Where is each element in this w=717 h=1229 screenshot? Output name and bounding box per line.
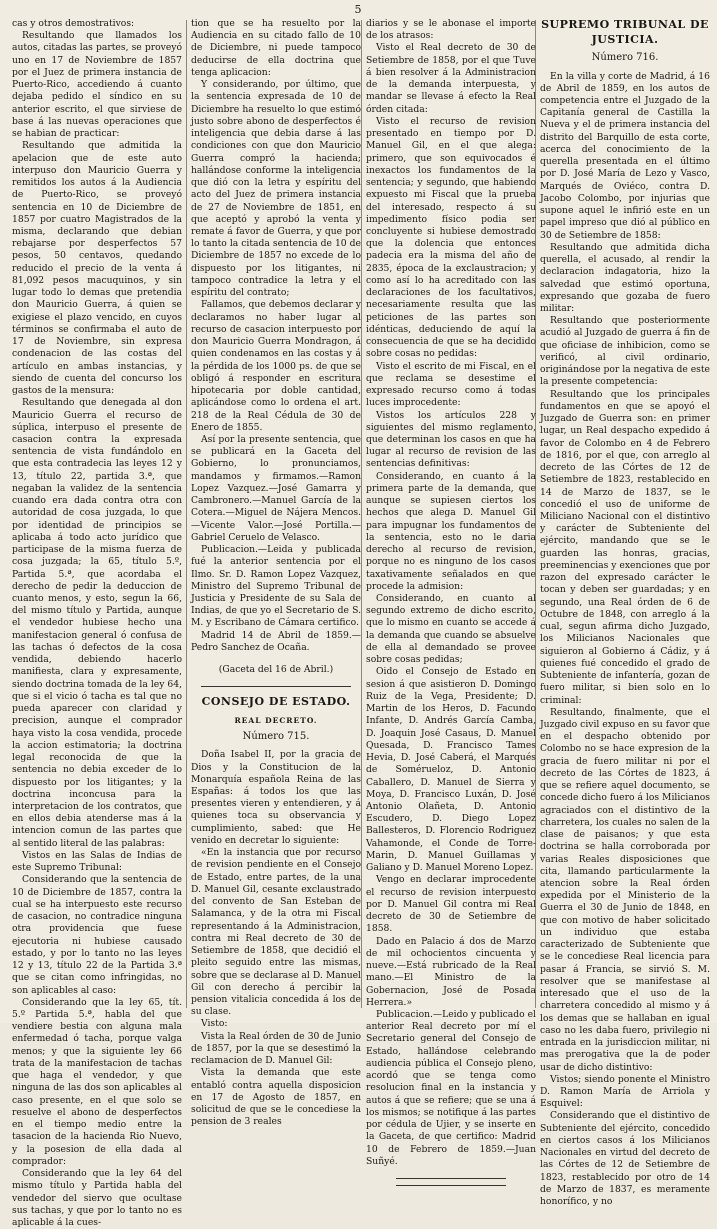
paragraph: Oido el Consejo de Estado en sesion á que asistieron D. Domingo Ruiz de la Vega, Presidente; D. Martin de los Heros, D. Facundo Infante, D. Andrés García Camba, D. Joaquin José Casaus, D. Manuel Quesada, D. Francisco Tames Hevia, D. José Caberá, el Marqués de Somérueloz, D. Antonio Caballero, D. Manuel de Sierra y Moya, D. Francisco Luxán, D. José Antonio Olañeta, D. Antonio Escudero, D. Diego Lopez Ballesteros, D. Florencio Rodriguez Vahamonde, el Conde de Torre-Marin, D. Manuel Guillamas y Galiano y D. Manuel Moreno Lopez. <box>366 666 536 874</box>
paragraph: tion que se ha resuelto por la Audiencia en su citado fallo de 10 de Diciembre, ni puede tampoco deducirse de ella doctrina que tenga aplicacion: <box>191 18 361 78</box>
paragraph: Considerando que la ley 64 del mismo título y Partida habla del vendedor del siervo que ocultase sus tachas, y que por lo tanto no es aplicable á la cues- <box>12 1168 182 1228</box>
paragraph: Así por la presente sentencia, que se publicará en la Gaceta del Gobierno, lo pronunciamos, mandamos y firmamos.—Ramon Lopez Vazquez.—José Gamarra y Cambronero.—Manuel García de la Cotera.—Miguel de Nájera Mencos.—Vicente Valor.—José Portilla.—Gabriel Ceruelo de Velasco. <box>191 433 361 543</box>
paragraph: Considerando, en cuanto á la primera parte de la demanda, que aunque se supiesen ciertos los hechos que alega D. Manuel Gil para impugnar los fundamentos de la sentencia, esto no le daria derecho al recurso de revision, porque no es ninguno de los casos taxativamente señalados en que procede la admision: <box>366 470 536 592</box>
paragraph: Visto el escrito de mi Fiscal, en el que reclama se desestime el expresado recurso como á todas luces improcedente: <box>366 360 536 409</box>
paragraph: Resultando que llamados los autos, citadas las partes, se proveyó uno en 17 de Noviembre de 1857 por el Juez de primera instancia de Puerto-Rico, accediendo á cuanto dejaba pedido el síndico en su anterior escrito, el que sirviese de base á las nuevas operaciones que se habian de practicar: <box>12 30 182 140</box>
section-heading: CONSEJO DE ESTADO. <box>201 695 351 709</box>
paragraph: Resultando que admitida la apelacion que de este auto interpuso don Mauricio Guerra y remitidos los autos á la Audiencia de Puerto-Rico, se proveyó sentencia en 10 de Diciembre de 1857 por cuatro Magistrados de la misma, declarando que debian rebajarse por desperfectos 57 pesos, 50 centavos, quedando reducido el precio de la venta á 81,092 pesos macuquinos, y sin lugar todo lo demas que pretendia don Mauricio Guerra, á quien se exigiese el plazo vencido, en cuyos términos se confirmaba el auto de 17 de Noviembre, sin expresa condenacion de las costas del artículo en ambas instancias, y siendo de cuenta del concurso los gastos de la mensura: <box>12 140 182 397</box>
paragraph: Resultando que denegada al don Mauricio Guerra el recurso de súplica, interpuso el presente de casacion contra la expresada sentencia de vista fundándolo en que esta contradecia las leyes 12 y 13, título 22, partida 3.ª, que negaban la validez de la sentencia cuando era dada contra otra con autoridad de cosa juzgada, lo que por identidad de principios se aplicaba á todo acto jurídico que participase de la misma fuerza de cosa juzgada; la 65, título 5.º, Partida 5.ª, que acordaba el derecho de pedir la deduccion de cuanto menos, y esto, segun la 66, del mismo título y Partida, aunque el vendedor hubiese hecho una manifestacion general ó confusa de las tachas ó defectos de la cosa vendida, debiendo hacerlo manifiesta, clara y expresamente, siendo doctrina tomada de la ley 64, que si el vicio ó tacha es tal que no pueda aparecer con claridad y precision, aunque el comprador haya visto la cosa vendida, procede la accion estimatoria; la doctrina legal reconocida de que la sentencia no debia exceder de lo dispuesto por los litigantes; y la doctrina inconcusa para la interpretacion de los contratos, que en ellos debia atenderse mas á la intencion comun de las partes que al sentido literal de las palabras: <box>12 397 182 849</box>
paragraph: Vengo en declarar improcedente el recurso de revision interpuesto por D. Manuel Gil contra mi Real decreto de 30 de Setiembre de 1858. <box>366 874 536 935</box>
paragraph: Doña Isabel II, por la gracia de Dios y la Constitucion de la Monarquía española Reina de las Españas: á todos los que las presentes vieren y entendieren, y á quienes toca su observancia y cumplimiento, sabed: que He venido en decretar lo siguiente: <box>191 749 361 846</box>
paragraph: Publicacion.—Leido y publicado el anterior Real decreto por mí el Secretario general del Consejo de Estado, hallándose celebrando audiencia pública el Consejo pleno, acordó que se tenga como resolucion final en la instancia y autos á que se refiere; que se una á los mismos; se notifique á las partes por cédula de Ujier, y se inserte en la Gaceta, de que certifico: Madrid 10 de Febrero de 1859.—Juan Suñyé. <box>366 1008 536 1167</box>
paragraph: Considerando, en cuanto al segundo extremo de dicho escrito, que lo mismo en cuanto se accede á la demanda que cuando se absuelve de ella al demandado se provee sobre cosas pedidas; <box>366 593 536 666</box>
column-4 <box>540 18 710 1208</box>
column-2 <box>191 18 361 1128</box>
paragraph: «En la instancia que por recurso de revision pendiente en el Consejo de Estado, entre partes, de la una D. Manuel Gil, cesante exclaustrado del convento de San Esteban de Salamanca, y de la otra mi Fiscal representando á la Administracion, contra mi Real decreto de 30 de Setiembre de 1858, que decidió el pleito seguido entre las mismas, sobre que se declarase al D. Manuel Gil con derecho á percibir la pension vitalicia concedida á los de su clase. <box>191 847 361 1018</box>
paragraph: Resultando que posteriormente acudió al Juzgado de guerra á fin de que oficiase de inhibicion, como se verificó, al civil ordinario, originándose por la negativa de este la presente competencia: <box>540 315 710 388</box>
section-divider <box>201 686 351 687</box>
document-number: Número 716. <box>591 52 659 64</box>
paragraph: Visto el recurso de revision presentado en tiempo por D. Manuel Gil, en el que alega: primero, que son equivocados é inexactos los fundamentos de la sentencia; y segundo, que habiendo expuesto mi Fiscal que la prueba del interesado, respecto á su impedimento físico podia ser concluyente si hubiese demostrado que la dolencia que entonces padecia era la misma del año de 2835, época de la exclaustracion; y como así lo ha acreditado con las declaraciones de los facultativos, necesariamente resulta que las peticiones de las partes son idénticas, deduciendo de aquí la consecuencia de que se ha decidido sobre cosas no pedidas: <box>366 115 536 360</box>
column-divider <box>186 20 187 1008</box>
paragraph: Considerando que el distintivo de Subteniente del ejército, concedido en ciertos casos á los Milicianos Nacionales en virtud del decreto de las Córtes de 12 de Setiembre de 1823, restablecido por otro de 14 de Marzo de 1837, es meramente honorífico, y no <box>540 1110 710 1208</box>
paragraph: Resultando que admitida dicha querella, el acusado, al rendir la declaracion indagatoria, hizo la salvedad que estimó oportuna, expresando que gozaba de fuero militar: <box>540 241 710 314</box>
paragraph: Publicacion.—Leida y publicada fué la anterior sentencia por el Ilmo. Sr. D. Ramon Lopez Vazquez, Ministro del Supremo Tribunal de Justicia y Presidente de su Sala de Indias, de que yo el Secretario de S. M. y Escribano de Cámara certifico. <box>191 544 361 629</box>
section-heading: SUPREMO TRIBUNAL DE JUSTICIA. <box>541 18 709 46</box>
paragraph: Vista la Real órden de 30 de Junio de 1857, por la que se desestimó la reclamacion de D. Manuel Gil: <box>191 1030 361 1067</box>
paragraph: Madrid 14 de Abril de 1859.—Pedro Sanchez de Ocaña. <box>191 629 361 653</box>
paragraph: Considerando que la ley 65, tít. 5.º Partida 5.ª, habla del que vendiere bestia con alguna mala enfermedad ó tacha, porque valga menos; y que la siguiente ley 66 trata de la manifestacion de tachas que haga el vendedor, y que ninguna de las dos son aplicables al caso presente, en el que solo se resuelve el abono de desperfectos en el tiempo medio entre la tasacion de la hacienda Rio Nuevo, y la posesion de ella dada al comprador: <box>12 996 182 1167</box>
paragraph: Considerando que la sentencia de 10 de Diciembre de 1857, contra la cual se ha interpuesto este recurso de casacion, no contradice ninguna otra providencia que fuese ejecutoria ni hubiese causado estado, y por lo tanto no las leyes 12 y 13, título 22 de la Partida 3.ª que se citan como infringidas, no son aplicables al caso: <box>12 874 182 996</box>
document-number: Número 715. <box>242 731 310 743</box>
paragraph: Y considerando, por último, que la sentencia expresada de 10 de Diciembre ha resuelto lo que estimó justo sobre abono de desperfectos é inteligencia que debia darse á las condiciones con que don Mauricio Guerra compró la hacienda; hallándose conforme la inteligencia que dió con la letra y espíritu del acto del Juez de primera instancia de 27 de Noviembre de 1851, en que aceptó y aprobó la venta y remate á favor de Guerra, y que por lo tanto la citada sentencia de 10 de Diciembre de 1857 no excede de lo dispuesto por los litigantes, ni tampoco contradice la letra y el espíritu del contrato; <box>191 79 361 299</box>
paragraph: Fallamos, que debemos declarar y declaramos no haber lugar al recurso de casacion interpuesto por don Mauricio Guerra Mondragon, á quien condenamos en las costas y á la pérdida de los 1000 ps. de que se obligó á responder en escritura hipotecaria por doble cantidad, aplicándose como lo ordena el art. 218 de la Real Cédula de 30 de Enero de 1855. <box>191 299 361 433</box>
paragraph: cas y otros demostrativos: <box>12 18 135 29</box>
paragraph: Visto: <box>201 1018 228 1030</box>
end-flourish <box>396 1178 506 1186</box>
column-3 <box>366 18 536 1167</box>
paragraph: Dado en Palacio á dos de Marzo de mil ochocientos cincuenta y nueve.—Está rubricado de la Real mano.—El Ministro de la Gobernacion, José de Posada Herrera.» <box>366 935 536 1008</box>
paragraph: Resultando, finalmente, que el Juzgado civil expuso en su favor que en el despacho obtenido por Colombo no se hace expresion de la gracia de fuero militar ni por el decreto de las Córtes de 1823, á que se refiere aquel documento, se concede dicho fuero á los Milicianos agraciados con el distintivo de la charretera, los cuales no salen de la clase de paisanos; y que esta doctrina se halla corroborada por varias Reales disposiciones que cita, llamando particularmente la atencion sobre la Real órden expedida por el Ministerio de la Guerra el 30 de Junio de 1848, en que con motivo de haber solicitado un individuo que estaba caracterizado de Subteniente que se le concediese Real licencia para pasar á Francia, se sirvió S. M. resolver que se manifestase al interesado que el uso de la charretera concedido al mismo y á los demas que se hallaban en igual caso no les daba fuero, privilegio ni entrada en la jurisdiccion militar, ni mas prerogativa que la de poder usar de dicho distintivo: <box>540 706 710 1073</box>
paragraph: Vistos en las Salas de Indias de este Supremo Tribunal: <box>12 849 182 874</box>
column-1 <box>12 18 182 1228</box>
paragraph: Resultando que los principales fundamentos en que se apoyó el Juzgado de Guerra son: en primer lugar, un Real despacho expedido á favor de Colombo en 4 de Febrero de 1816, por el que, con arreglo al decreto de las Córtes de 12 de Setiembre de 1823, restablecido en 14 de Marzo de 1837, se le concedió el uso de uniforme de Miliciano Nacional con el distintivo y carácter de Subteniente del ejército, mandando que se le guarden las honras, gracias, preeminencias y exenciones que por razon del expresado carácter le tocan y deben ser guardadas; y en segundo, una Real órden de 6 de Octubre de 1848, con arreglo á la cual, segun afirma dicho Juzgado, los Milicianos Nacionales que siguieron al Gobierno á Cádiz, y á quienes fué concedido el grado de Subteniente de infantería, gozan de fuero militar, si bien solo en lo criminal: <box>540 388 710 706</box>
paragraph: En la villa y corte de Madrid, á 16 de Abril de 1859, en los autos de competencia entre el Juzgado de la Capitanía general de Castilla la Nueva y el de primera instancia del distrito del Barquillo de esta corte, acerca del conocimiento de la querella presentada en el último por D. José María de Lezo y Vasco, Marqués de Oviéco, contra D. Jacobo Colombo, por injurias que supone aquel le infirió este en un papel impreso que dió al público en 30 de Setiembre de 1858: <box>540 70 710 241</box>
paragraph: Vista la demanda que este entabló contra aquella disposicion en 17 de Agosto de 1857, en solicitud de que se le concediese la pension de 3 reales <box>191 1067 361 1128</box>
subheading: REAL DECRETO. <box>234 716 318 726</box>
paragraph: Vistos; siendo ponente el Ministro D. Ramon María de Arriola y Esquivel: <box>540 1073 710 1110</box>
page-number: 5 <box>354 3 362 16</box>
column-divider <box>361 20 362 1008</box>
paragraph: diarios y se le abonase el importe de los atrasos: <box>366 18 536 42</box>
paragraph: Visto el Real decreto de 30 de Setiembre de 1858, por el que Tuve á bien resolver á la Administracion de la demanda interpuesta, y mandar se llevase á efecto la Real órden citada: <box>366 42 536 115</box>
paragraph: Vistos los artículos 228 y siguientes del mismo reglamento, que determinan los casos en que ha lugar al recurso de revision de las sentencias definitivas: <box>366 409 536 470</box>
gaceta-date-note: (Gaceta del 16 de Abril.) <box>218 664 334 676</box>
